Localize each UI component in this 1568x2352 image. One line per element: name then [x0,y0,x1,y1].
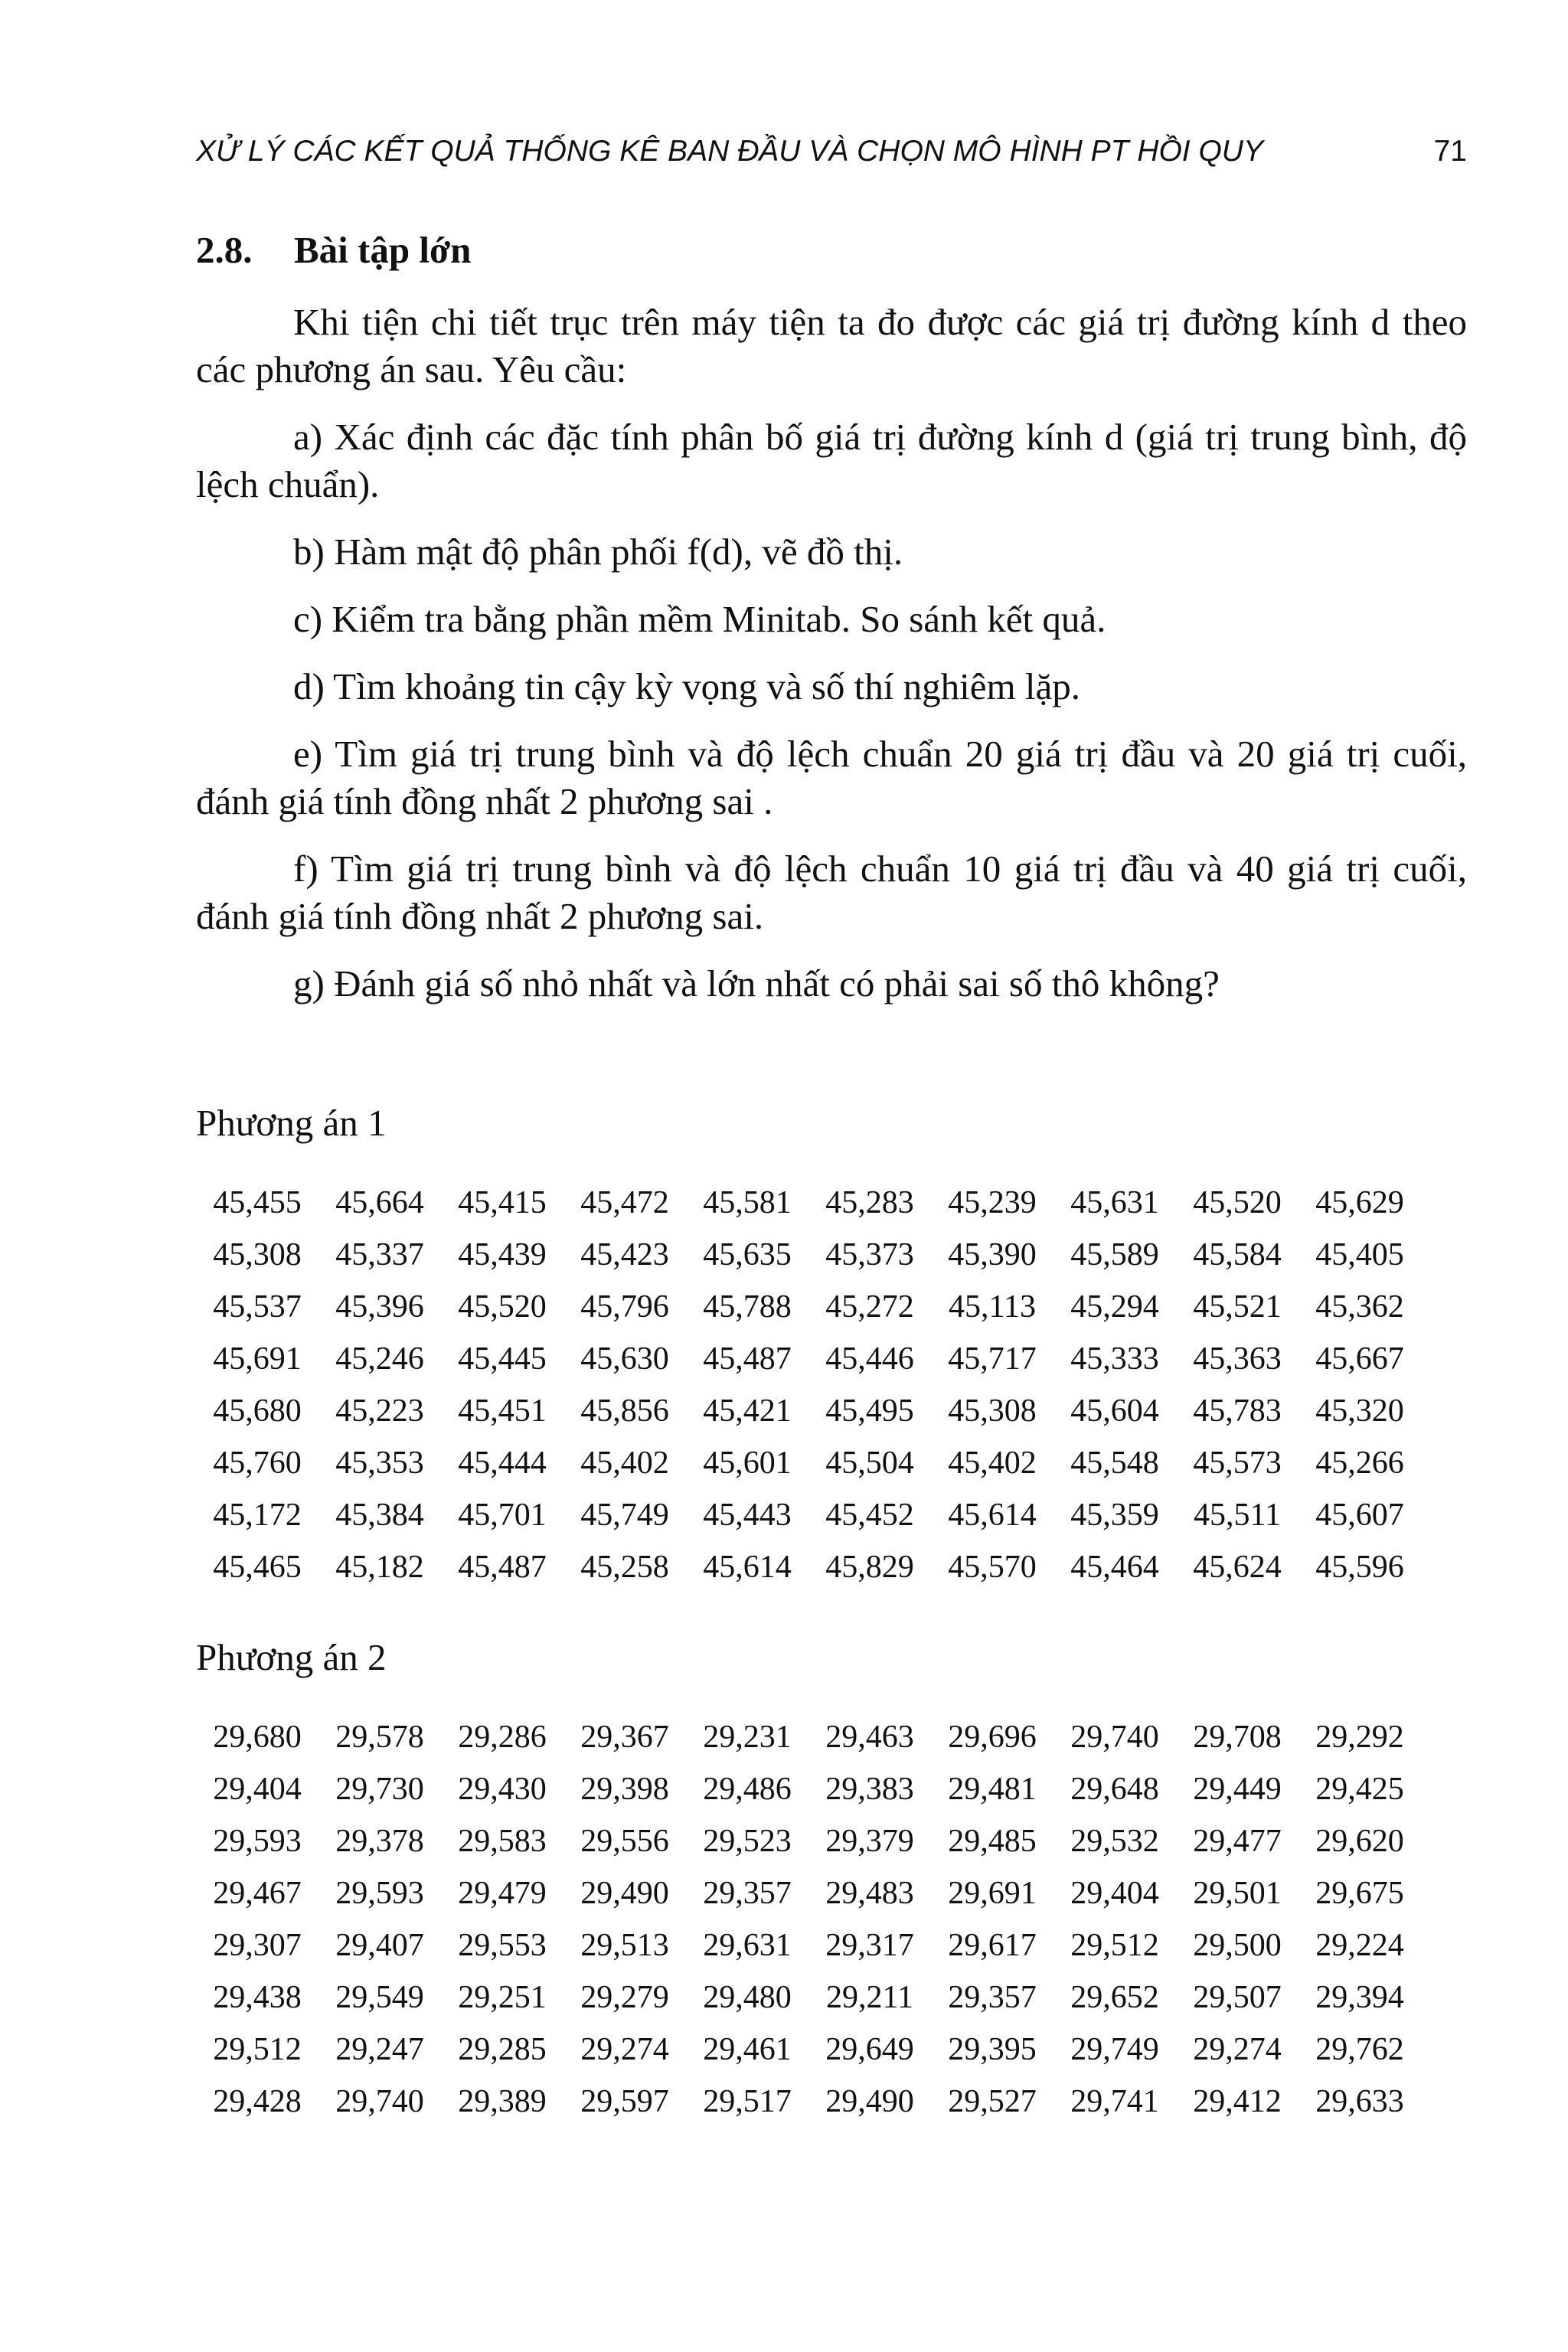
table-cell: 45,333 [1070,1341,1159,1377]
table-cell: 45,487 [703,1341,792,1377]
table-cell: 29,691 [948,1876,1037,1911]
table-cell: 45,521 [1193,1289,1282,1325]
table-cell: 45,520 [458,1289,547,1325]
requirement-a: a) Xác định các đặc tính phân bố giá trị đường kính d (giá trị trung bình, độ lệch chuẩn). [196,416,1467,505]
table-cell: 29,578 [335,1720,424,1755]
requirement-c: c) Kiểm tra bằng phần mềm Minitab. So sánh kết quả. [293,598,1106,640]
table-cell: 45,749 [580,1498,669,1533]
table-cell: 29,500 [1193,1928,1282,1963]
table-cell: 29,224 [1315,1928,1404,1963]
table-cell: 29,274 [1193,2032,1282,2067]
table-cell: 45,258 [580,1550,669,1585]
table-cell: 29,652 [1070,1980,1159,2015]
table-cell: 45,629 [1315,1185,1404,1220]
table-cell: 29,517 [703,2084,792,2119]
table-cell: 45,451 [458,1393,547,1429]
table-cell: 29,404 [213,1772,302,1807]
table-cell: 29,461 [703,2032,792,2067]
table-cell: 29,367 [580,1720,669,1755]
table-cell: 45,415 [458,1185,547,1220]
table-cell: 29,762 [1315,2032,1404,2067]
table-cell: 45,601 [703,1446,792,1481]
table-cell: 45,444 [458,1446,547,1481]
table-cell: 29,449 [1193,1772,1282,1807]
variant-2-label: Phương án 2 [196,1636,387,1678]
table-cell: 45,266 [1315,1446,1404,1481]
table-cell: 29,438 [213,1980,302,2015]
section-title: Bài tập lớn [294,229,472,271]
table-cell: 45,495 [825,1393,914,1429]
table-cell: 45,614 [703,1550,792,1585]
table-cell: 29,379 [825,1824,914,1859]
table-cell: 29,480 [703,1980,792,2015]
table-cell: 29,512 [1070,1928,1159,1963]
table-cell: 29,730 [335,1772,424,1807]
table-cell: 45,239 [948,1185,1037,1220]
table-cell: 29,211 [826,1980,913,2015]
table-cell: 45,294 [1070,1289,1159,1325]
table-cell: 29,527 [948,2084,1037,2119]
table-cell: 29,633 [1315,2084,1404,2119]
table-cell: 45,402 [580,1446,669,1481]
table-cell: 45,464 [1070,1550,1159,1585]
table-cell: 45,596 [1315,1550,1404,1585]
variant-1-data-table [196,1177,1482,1593]
table-cell: 29,648 [1070,1772,1159,1807]
table-cell: 29,485 [948,1824,1037,1859]
table-cell: 29,513 [580,1928,669,1963]
table-cell: 29,553 [458,1928,547,1963]
table-cell: 29,740 [1070,1720,1159,1755]
table-cell: 45,308 [948,1393,1037,1429]
table-cell: 45,829 [825,1550,914,1585]
table-cell: 45,635 [703,1237,792,1272]
table-cell: 29,696 [948,1720,1037,1755]
table-cell: 29,307 [213,1928,302,1963]
table-cell: 45,172 [213,1498,302,1533]
running-header [196,135,1467,168]
table-cell: 45,308 [213,1237,302,1272]
table-cell: 29,425 [1315,1772,1404,1807]
table-cell: 29,486 [703,1772,792,1807]
requirement-f: f) Tìm giá trị trung bình và độ lệch chuẩn 10 giá trị đầu và 40 giá trị cuối, đánh giá tính đồng nhất 2 phương sai. [196,848,1467,937]
section-number: 2.8. [196,229,253,271]
table-cell: 29,378 [335,1824,424,1859]
table-cell: 29,412 [1193,2084,1282,2119]
table-cell: 29,467 [213,1876,302,1911]
table-cell: 45,548 [1070,1446,1159,1481]
table-cell: 45,664 [335,1185,424,1220]
table-cell: 29,477 [1193,1824,1282,1859]
table-cell: 45,717 [948,1341,1037,1377]
table-cell: 45,520 [1193,1185,1282,1220]
table-cell: 45,783 [1193,1393,1282,1429]
table-cell: 29,389 [458,2084,547,2119]
table-cell: 29,357 [703,1876,792,1911]
table-cell: 29,286 [458,1720,547,1755]
table-cell: 29,620 [1315,1824,1404,1859]
table-cell: 45,223 [335,1393,424,1429]
table-cell: 45,421 [703,1393,792,1429]
table-cell: 45,691 [213,1341,302,1377]
table-cell: 45,465 [213,1550,302,1585]
table-cell: 45,537 [213,1289,302,1325]
table-cell: 45,487 [458,1550,547,1585]
variant-2-data-table [196,1711,1482,2128]
table-cell: 29,394 [1315,1980,1404,2015]
table-cell: 29,490 [580,1876,669,1911]
variant-1-label: Phương án 1 [196,1102,387,1144]
table-cell: 29,430 [458,1772,547,1807]
table-cell: 29,593 [335,1876,424,1911]
table-cell: 29,631 [703,1928,792,1963]
table-cell: 29,317 [825,1928,914,1963]
table-cell: 29,395 [948,2032,1037,2067]
table-cell: 29,292 [1315,1720,1404,1755]
table-cell: 45,423 [580,1237,669,1272]
table-cell: 45,796 [580,1289,669,1325]
table-cell: 45,788 [703,1289,792,1325]
table-cell: 29,274 [580,2032,669,2067]
table-cell: 29,404 [1070,1876,1159,1911]
table-cell: 45,384 [335,1498,424,1533]
table-cell: 45,624 [1193,1550,1282,1585]
table-cell: 45,113 [949,1289,1036,1325]
table-cell: 45,373 [825,1237,914,1272]
table-cell: 45,452 [825,1498,914,1533]
table-cell: 45,589 [1070,1237,1159,1272]
table-cell: 45,396 [335,1289,424,1325]
table-cell: 45,607 [1315,1498,1404,1533]
table-cell: 29,479 [458,1876,547,1911]
table-cell: 29,675 [1315,1876,1404,1911]
table-cell: 45,353 [335,1446,424,1481]
table-cell: 29,383 [825,1772,914,1807]
table-cell: 45,604 [1070,1393,1159,1429]
table-cell: 29,597 [580,2084,669,2119]
table-cell: 29,279 [580,1980,669,2015]
table-cell: 29,556 [580,1824,669,1859]
table-cell: 29,749 [1070,2032,1159,2067]
intro-paragraph: Khi tiện chi tiết trục trên máy tiện ta đo được các giá trị đường kính d theo các phương án sau. Yêu cầu: [196,301,1467,390]
table-cell: 45,445 [458,1341,547,1377]
requirement-b: b) Hàm mật độ phân phối f(d), vẽ đồ thị. [293,531,903,573]
table-cell: 29,741 [1070,2084,1159,2119]
table-cell: 45,337 [335,1237,424,1272]
table-cell: 29,617 [948,1928,1037,1963]
table-cell: 45,701 [458,1498,547,1533]
table-cell: 45,573 [1193,1446,1282,1481]
table-cell: 45,446 [825,1341,914,1377]
table-cell: 45,584 [1193,1237,1282,1272]
table-cell: 45,631 [1070,1185,1159,1220]
table-cell: 45,362 [1315,1289,1404,1325]
table-cell: 45,760 [213,1446,302,1481]
table-cell: 29,740 [335,2084,424,2119]
table-cell: 45,504 [825,1446,914,1481]
table-cell: 45,182 [335,1550,424,1585]
table-cell: 29,285 [458,2032,547,2067]
table-cell: 45,320 [1315,1393,1404,1429]
requirement-e: e) Tìm giá trị trung bình và độ lệch chuẩn 20 giá trị đầu và 20 giá trị cuối, đánh giá tính đồng nhất 2 phương sai . [196,733,1467,822]
table-cell: 45,246 [335,1341,424,1377]
table-cell: 29,523 [703,1824,792,1859]
table-cell: 29,251 [458,1980,547,2015]
section-heading [196,228,471,272]
table-cell: 45,402 [948,1446,1037,1481]
table-cell: 45,405 [1315,1237,1404,1272]
table-cell: 29,398 [580,1772,669,1807]
table-cell: 29,507 [1193,1980,1282,2015]
table-cell: 29,231 [703,1720,792,1755]
table-cell: 45,856 [580,1393,669,1429]
table-cell: 29,583 [458,1824,547,1859]
table-cell: 29,357 [948,1980,1037,2015]
page-number: 71 [1433,135,1467,168]
table-cell: 29,649 [825,2032,914,2067]
table-cell: 45,455 [213,1185,302,1220]
table-cell: 45,443 [703,1498,792,1533]
table-cell: 45,667 [1315,1341,1404,1377]
table-cell: 29,247 [335,2032,424,2067]
requirement-g: g) Đánh giá số nhỏ nhất và lớn nhất có phải sai số thô không? [293,962,1220,1004]
table-cell: 45,283 [825,1185,914,1220]
table-cell: 29,512 [213,2032,302,2067]
table-cell: 29,490 [825,2084,914,2119]
table-cell: 29,407 [335,1928,424,1963]
table-cell: 45,630 [580,1341,669,1377]
table-cell: 45,359 [1070,1498,1159,1533]
table-cell: 29,549 [335,1980,424,2015]
table-cell: 45,472 [580,1185,669,1220]
table-cell: 45,581 [703,1185,792,1220]
header-title: XỬ LÝ CÁC KẾT QUẢ THỐNG KÊ BAN ĐẦU VÀ CHỌN MÔ HÌNH PT HỒI QUY [196,135,1263,168]
table-cell: 45,511 [1194,1498,1281,1533]
table-cell: 45,363 [1193,1341,1282,1377]
table-cell: 29,532 [1070,1824,1159,1859]
table-cell: 45,570 [948,1550,1037,1585]
table-cell: 45,439 [458,1237,547,1272]
table-cell: 45,680 [213,1393,302,1429]
table-cell: 45,390 [948,1237,1037,1272]
table-cell: 29,708 [1193,1720,1282,1755]
table-cell: 45,614 [948,1498,1037,1533]
table-cell: 29,428 [213,2084,302,2119]
table-cell: 29,483 [825,1876,914,1911]
table-cell: 29,593 [213,1824,302,1859]
table-cell: 29,481 [948,1772,1037,1807]
table-cell: 45,272 [825,1289,914,1325]
table-cell: 29,463 [825,1720,914,1755]
table-cell: 29,501 [1193,1876,1282,1911]
table-cell: 29,680 [213,1720,302,1755]
requirement-d: d) Tìm khoảng tin cậy kỳ vọng và số thí nghiêm lặp. [293,665,1080,707]
